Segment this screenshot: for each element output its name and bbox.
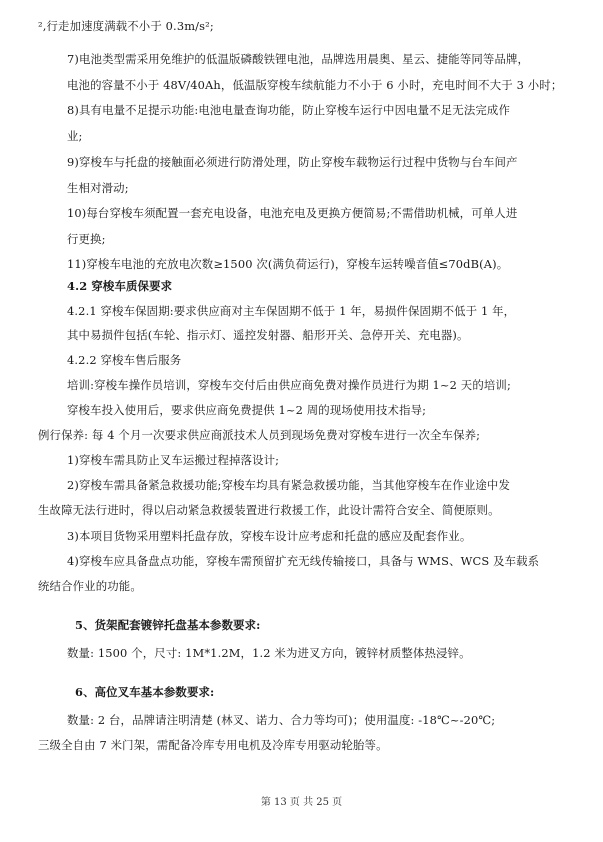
text-line-wear-parts: 其中易损件包括(车轮、指示灯、遥控发射器、船形开关、急停开关、充电器)。 bbox=[67, 328, 469, 342]
text-line-low-power-alert: 8)具有电量不足提示功能:电池电量查询功能，防止穿梭车运行中因电量不足无法完成作 bbox=[67, 103, 510, 117]
text-line-maintenance: 例行保养: 每 4 个月一次要求供应商派技术人员到现场免费对穿梭车进行一次全车保养; bbox=[38, 428, 481, 442]
text-line-battery-capacity: 电池的容量不小于 48V/40Ah，低温版穿梭车续航能力不小于 6 小时，充电时间不大于 3 小时； bbox=[67, 78, 563, 92]
text-line-inventory: 4)穿梭车应具备盘点功能，穿梭车需预留扩充无线传输接口，具备与 WMS、WCS 及车载系 bbox=[67, 554, 540, 568]
text-line-plastic-pallet: 3)本项目货物采用塑料托盘存放，穿梭车设计应考虑和托盘的感应及配套作业。 bbox=[67, 529, 472, 543]
text-line-drop-protection: 1)穿梭车需具防止叉车运搬过程掉落设计; bbox=[67, 453, 280, 467]
text-line-inventory-cont: 统结合作业的功能。 bbox=[38, 579, 142, 593]
text-line-cycles-noise: 11)穿梭车电池的充放电次数≥1500 次(满负荷运行)，穿梭车运转噪音值≤70dB(A)。 bbox=[67, 257, 509, 271]
text-line-charger-cont: 行更换; bbox=[67, 232, 106, 246]
section-heading-forklift: 6、高位叉车基本参数要求: bbox=[75, 685, 215, 699]
page-number-footer: 第 13 页 共 25 页 bbox=[260, 797, 343, 808]
text-line-rescue-cont: 生故障无法行进时，得以启动紧急救援装置进行救援工作，此设计需符合安全、简便原则。 bbox=[38, 503, 500, 517]
text-line-training: 培训:穿梭车操作员培训，穿梭车交付后由供应商免费对操作员进行为期 1~2 天的培训; bbox=[67, 378, 511, 392]
text-line-onsite-guidance: 穿梭车投入使用后，要求供应商免费提供 1~2 周的现场使用技术指导; bbox=[67, 403, 427, 417]
text-line-forklift-mast: 三级全自由 7 米门架，需配备冷库专用电机及冷库专用驱动轮胎等。 bbox=[38, 738, 388, 752]
section-heading-pallet: 5、货架配套镀锌托盘基本参数要求: bbox=[75, 618, 261, 632]
subheading-after-sales: 4.2.2 穿梭车售后服务 bbox=[67, 353, 182, 367]
text-line-anti-slip: 9)穿梭车与托盘的接触面必须进行防滑处理，防止穿梭车载物运行过程中货物与台车间产 bbox=[67, 155, 518, 169]
text-line-forklift-qty: 数量: 2 台，品牌请注明清楚 (林叉、诺力、合力等均可)；使用温度: -18℃~-20℃; bbox=[67, 713, 496, 727]
text-line-battery-type: 7)电池类型需采用免维护的低温版磷酸铁锂电池，品牌选用晨奥、星云、捷能等同等品牌， bbox=[67, 52, 530, 66]
text-line-pallet-spec: 数量: 1500 个，尺寸: 1M*1.2M，1.2 米为进叉方向，镀锌材质整体热浸锌。 bbox=[67, 646, 471, 660]
text-line-warranty-period: 4.2.1 穿梭车保固期:要求供应商对主车保固期不低于 1 年，易损件保固期不低于 1 年， bbox=[67, 304, 516, 318]
text-line-low-power-alert-cont: 业; bbox=[67, 129, 83, 143]
text-line-rescue: 2)穿梭车需具备紧急救援功能;穿梭车均具有紧急救援功能，当其他穿梭车在作业途中发 bbox=[67, 478, 510, 492]
text-line-anti-slip-cont: 生相对滑动; bbox=[67, 181, 129, 195]
text-line-charger: 10)每台穿梭车须配置一套充电设备，电池充电及更换方便简易;不需借助机械，可单人进 bbox=[67, 206, 518, 220]
text-line-accel: ²,行走加速度满载不小于 0.3m/s²; bbox=[38, 19, 214, 33]
section-heading-warranty: 4.2 穿梭车质保要求 bbox=[67, 279, 173, 293]
